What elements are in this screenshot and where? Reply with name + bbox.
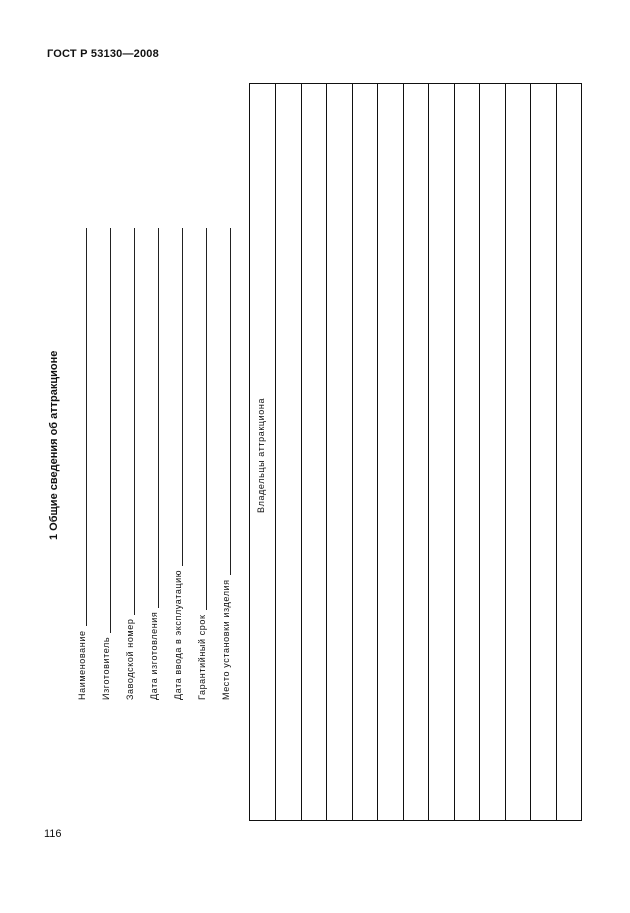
field-label: Изготовитель (101, 636, 111, 700)
table-column-divider (326, 84, 327, 820)
field-commissioning-date-input-line[interactable] (174, 228, 183, 566)
table-column-divider (428, 84, 429, 820)
owners-table (249, 83, 582, 821)
field-label: Дата ввода в эксплуатацию (173, 569, 183, 700)
field-commissioning-date (171, 228, 183, 700)
field-manufacturer (99, 228, 111, 700)
document-header: ГОСТ Р 53130—2008 (47, 48, 159, 60)
table-column-divider (403, 84, 404, 820)
field-warranty (195, 228, 207, 700)
field-name-input-line[interactable] (78, 228, 87, 626)
table-column-divider (505, 84, 506, 820)
field-label: Наименование (77, 630, 87, 700)
table-column-divider (301, 84, 302, 820)
field-manufacture-date-input-line[interactable] (150, 228, 159, 608)
owners-title: Владельцы аттракциона (256, 397, 266, 513)
field-serial-number (123, 228, 135, 700)
table-column-divider (377, 84, 378, 820)
table-column-divider (530, 84, 531, 820)
field-label: Гарантийный срок (197, 614, 207, 700)
field-installation-site (219, 228, 231, 700)
table-column-divider (556, 84, 557, 820)
table-column-divider (454, 84, 455, 820)
field-label: Заводской номер (125, 618, 135, 700)
page-number: 116 (44, 828, 62, 840)
field-label: Место установки изделия (221, 579, 231, 700)
field-warranty-input-line[interactable] (198, 228, 207, 610)
field-label: Дата изготовления (149, 611, 159, 700)
section-title: 1 Общие сведения об аттракционе (48, 350, 60, 540)
field-installation-site-input-line[interactable] (222, 228, 231, 575)
table-column-divider (275, 84, 276, 820)
field-serial-number-input-line[interactable] (126, 228, 135, 615)
field-manufacture-date (147, 228, 159, 700)
field-manufacturer-input-line[interactable] (102, 228, 111, 633)
field-name (75, 228, 87, 700)
table-column-divider (352, 84, 353, 820)
table-column-divider (479, 84, 480, 820)
